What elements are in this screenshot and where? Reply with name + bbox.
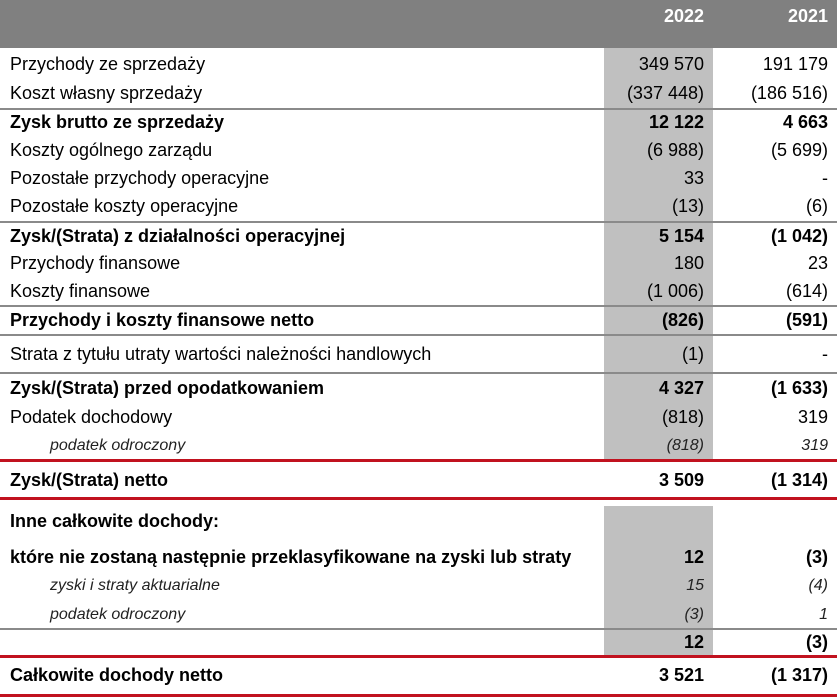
value-2022: (826) (661, 310, 704, 330)
value-2022: (13) (671, 196, 704, 216)
value-2021: (1 042) (770, 226, 828, 246)
value-2021: 4 663 (782, 112, 828, 132)
value-2021: (4) (808, 577, 828, 594)
value-2021: - (822, 168, 828, 188)
row-label: Strata z tytułu utraty wartości należności handlowych (10, 344, 432, 364)
value-2022: 4 327 (658, 378, 704, 398)
row-divider (0, 108, 837, 110)
value-2021: (3) (806, 547, 828, 567)
value-2022: 12 122 (648, 112, 704, 132)
value-2022: (6 988) (646, 140, 704, 160)
value-2021: (186 516) (750, 83, 828, 103)
value-2021: 1 (819, 606, 828, 623)
row-divider (0, 628, 837, 630)
value-2022: 15 (686, 577, 704, 594)
value-2021: - (822, 344, 828, 364)
red-divider (0, 655, 837, 658)
row-label: zyski i straty aktuarialne (50, 577, 220, 594)
row-label: Zysk/(Strata) netto (10, 470, 169, 490)
value-2021: (591) (785, 310, 828, 330)
row-label: Całkowite dochody netto (10, 665, 224, 685)
value-2022: (1 006) (646, 281, 704, 301)
row-divider (0, 305, 837, 307)
red-divider (0, 459, 837, 462)
row-label: Podatek dochodowy (10, 407, 173, 427)
row-label: Koszty finansowe (10, 281, 151, 301)
value-2022: 3 509 (658, 470, 704, 490)
table-header (0, 0, 837, 48)
row-label: podatek odroczony (50, 606, 186, 623)
value-2021: 319 (797, 407, 828, 427)
value-2022: 180 (673, 253, 704, 273)
row-label: podatek odroczony (50, 437, 186, 454)
value-2022: 349 570 (638, 54, 704, 74)
row-label: które nie zostaną następnie przeklasyfikowane na zyski lub straty (10, 547, 572, 567)
value-2022: 12 (683, 547, 704, 567)
value-2022: (3) (684, 606, 704, 623)
row-label: Pozostałe przychody operacyjne (10, 168, 270, 188)
value-2022: (1) (682, 344, 704, 364)
value-2021: (1 633) (770, 378, 828, 398)
value-2021: (3) (806, 632, 828, 652)
value-2022: 12 (683, 632, 704, 652)
value-2021: (614) (785, 281, 828, 301)
value-2021: (6) (806, 196, 828, 216)
red-divider (0, 497, 837, 500)
row-label: Koszt własny sprzedaży (10, 83, 203, 103)
row-label: Przychody ze sprzedaży (10, 54, 206, 74)
value-2022: 33 (683, 168, 704, 188)
row-label: Inne całkowite dochody: (10, 511, 220, 531)
value-2021: (1 317) (770, 665, 828, 685)
red-divider (0, 694, 837, 697)
value-2021: (5 699) (770, 140, 828, 160)
row-label: Przychody finansowe (10, 253, 181, 273)
value-2022: (818) (666, 437, 704, 454)
row-label: Koszty ogólnego zarządu (10, 140, 213, 160)
value-2021: (1 314) (770, 470, 828, 490)
header-year-2021: 2021 (787, 6, 828, 26)
value-2021: 319 (801, 437, 828, 454)
row-divider (0, 372, 837, 374)
value-2022: 3 521 (658, 665, 704, 685)
value-2021: 191 179 (762, 54, 828, 74)
value-2022: (337 448) (626, 83, 704, 103)
row-label: Zysk brutto ze sprzedaży (10, 112, 225, 132)
row-label: Zysk/(Strata) przed opodatkowaniem (10, 378, 325, 398)
row-divider (0, 221, 837, 223)
row-divider (0, 334, 837, 336)
header-year-2022: 2022 (663, 6, 704, 26)
row-label: Zysk/(Strata) z działalności operacyjnej (10, 226, 346, 246)
row-label: Przychody i koszty finansowe netto (10, 310, 315, 330)
row-label: Pozostałe koszty operacyjne (10, 196, 239, 216)
value-2022: (818) (661, 407, 704, 427)
value-2022: 5 154 (658, 226, 704, 246)
value-2021: 23 (807, 253, 828, 273)
